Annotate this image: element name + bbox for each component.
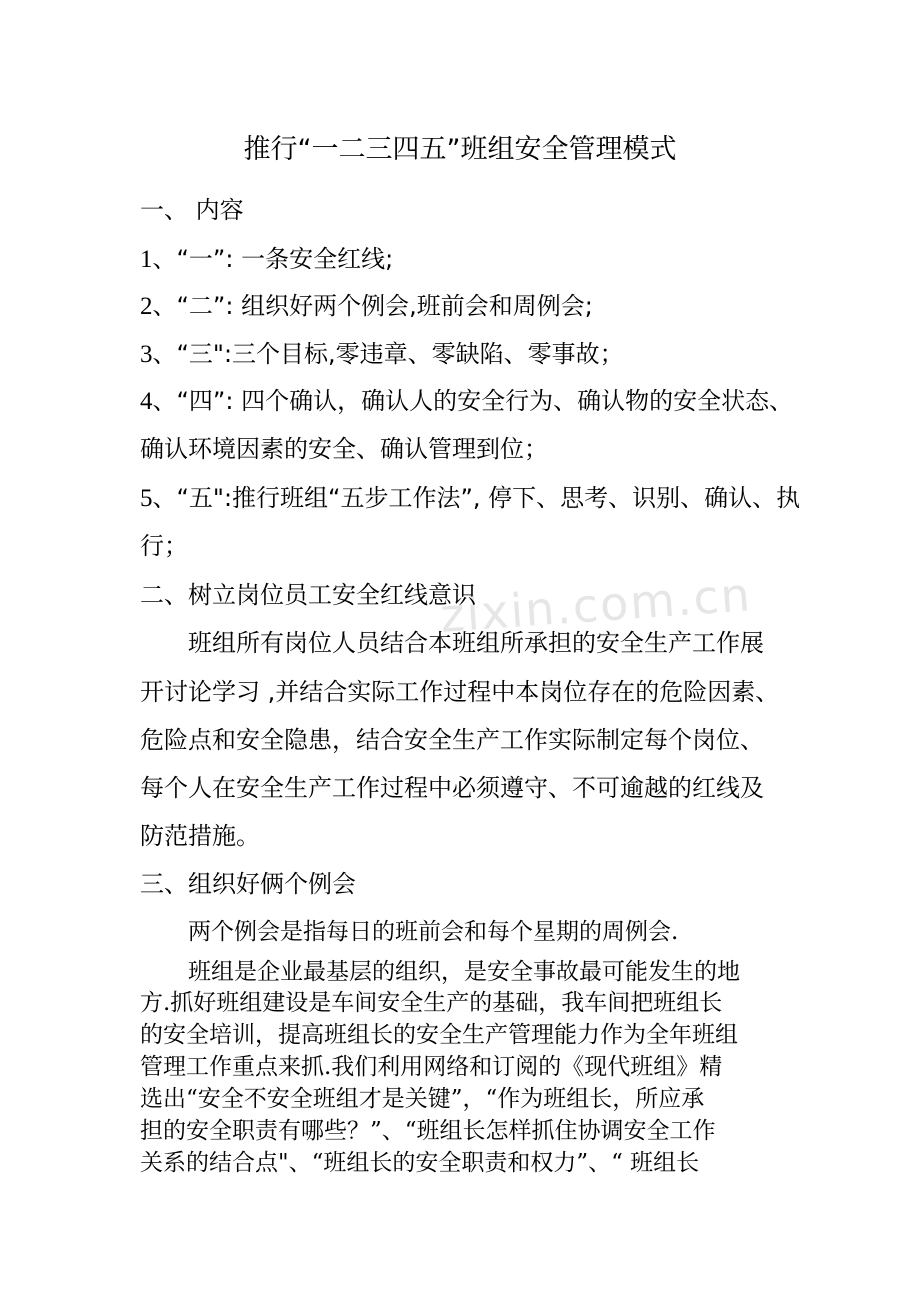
list-item — [140, 237, 785, 282]
list-item — [140, 379, 794, 424]
item-text: 、“三":三个目标,零违章、零缺陷、零事故； — [152, 340, 624, 368]
list-item — [140, 284, 785, 329]
list-item — [140, 476, 801, 521]
paragraph-line: 的安全培训，提高班组长的安全生产管理能力作为全年班组 — [140, 1022, 738, 1048]
paragraph-line: 危险点和安全隐患，结合安全生产工作实际制定每个岗位、 — [140, 726, 764, 754]
item-text: 、“五":推行班组“五步工作法”, 停下、思考、识别、确认、执 — [152, 484, 801, 512]
section-heading-content: 一、 内容 — [140, 196, 244, 224]
paragraph-line: 班组所有岗位人员结合本班组所承担的安全生产工作展 — [188, 629, 764, 657]
paragraph-line: 每个人在安全生产工作过程中必须遵守、不可逾越的红线及 — [140, 774, 764, 802]
list-item-continuation — [140, 427, 785, 472]
document-title: 推行“一二三四五”班组安全管理模式 — [243, 134, 677, 165]
item-number: 1 — [140, 246, 153, 273]
paragraph-line: 班组是企业最基层的组织，是安全事故最可能发生的地 — [188, 959, 740, 985]
item-text: 、“一”: 一条安全红线; — [152, 245, 394, 273]
item-number: 5 — [140, 485, 153, 512]
item-text: 、“二”: 组织好两个例会,班前会和周例会; — [152, 292, 593, 320]
item-number: 2 — [140, 293, 153, 320]
paragraph-line: 关系的结合点"、“班组长的安全职责和权力”、“ 班组长 — [140, 1150, 700, 1176]
item-text: 行； — [140, 532, 188, 560]
paragraph-line: 选出“安全不安全班组才是关键”，“作为班组长，所应承 — [140, 1086, 705, 1112]
paragraph-line: 开讨论学习 ,并结合实际工作过程中本岗位存在的危险因素、 — [140, 678, 780, 706]
watermark-text: zixin.com.cn — [438, 567, 754, 643]
paragraph-line: 管理工作重点来抓.我们利用网络和订阅的《现代班组》精 — [140, 1054, 723, 1080]
paragraph-line: 两个例会是指每日的班前会和每个星期的周例会. — [188, 919, 679, 945]
section-heading-meetings: 三、组织好俩个例会 — [140, 870, 356, 898]
paragraph-line: 防范措施。 — [140, 822, 260, 850]
item-text: 确认环境因素的安全、确认管理到位； — [140, 435, 548, 463]
item-text: 、“四”: 四个确认，确认人的安全行为、确认物的安全状态、 — [152, 387, 794, 415]
item-number: 4 — [140, 388, 153, 415]
list-item-continuation — [140, 524, 785, 569]
list-item — [140, 332, 785, 377]
item-number: 3 — [140, 341, 153, 368]
paragraph-line: 担的安全职责有哪些？”、“班组长怎样抓住协调安全工作 — [140, 1118, 716, 1144]
paragraph-line: 方.抓好班组建设是车间安全生产的基础，我车间把班组长 — [140, 990, 723, 1016]
section-heading-redline: 二、树立岗位员工安全红线意识 — [140, 581, 476, 609]
